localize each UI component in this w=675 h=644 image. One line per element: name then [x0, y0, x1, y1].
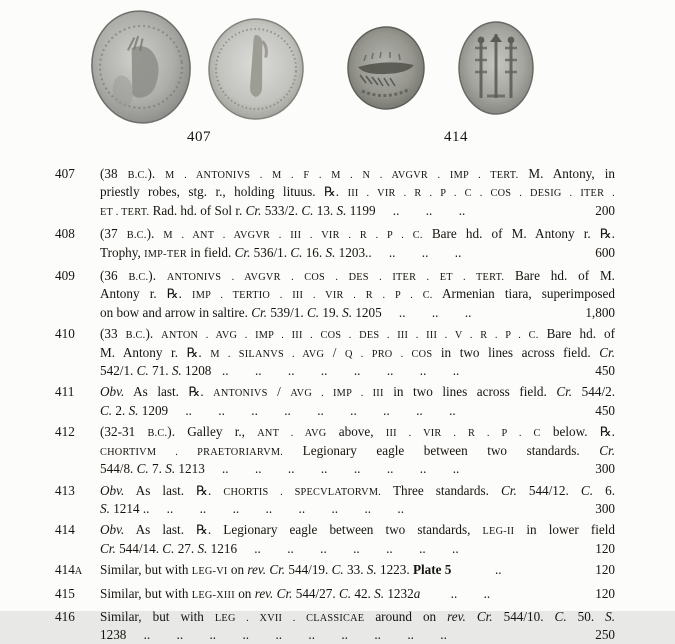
coin-414-obverse-photo — [346, 25, 426, 111]
text-segment: 409 — [55, 268, 75, 284]
text-segment: S. — [325, 244, 336, 260]
text-segment: Cr. — [251, 304, 268, 320]
text-segment: 16. — [302, 244, 326, 260]
text-segment: 19. — [319, 304, 343, 320]
entry-last-line — [100, 541, 615, 557]
text-segment: 414 — [55, 562, 75, 578]
text-segment: Trophy, — [100, 244, 145, 260]
text-segment: 50. — [566, 608, 606, 624]
price-value: 250 — [595, 627, 615, 643]
entry-last-line — [100, 501, 615, 517]
entry-last-line — [100, 461, 615, 477]
text-segment: A — [74, 566, 83, 578]
text-segment: LEG-VI — [191, 566, 228, 578]
text-segment: 1214 .. — [109, 500, 150, 516]
text-segment: C. — [100, 402, 113, 418]
text-segment: C. — [580, 482, 593, 498]
entry-number — [55, 166, 100, 221]
entry-line — [100, 483, 615, 501]
text-segment: Cr. — [599, 344, 615, 360]
entry-number — [55, 384, 100, 419]
entry-body — [100, 586, 615, 604]
text-segment: (37 — [100, 226, 127, 242]
text-segment: C. — [331, 562, 344, 578]
entry-last-line — [100, 627, 615, 643]
coin-plate — [0, 0, 675, 160]
text-segment: Bare hd. of M. Antony r. ℞. — [422, 226, 615, 242]
entry-number — [55, 226, 100, 263]
text-segment: As last. ℞. Legionary eagle between two standards, — [124, 522, 483, 538]
text-segment: 2. — [112, 402, 129, 418]
text-segment: 544/2. — [572, 384, 615, 400]
text-segment: on — [227, 562, 248, 578]
text-segment: M . ANT . AVGVR . III . VIR . R . P . C. — [163, 230, 423, 242]
price-value: 600 — [595, 244, 615, 260]
text-segment: Armenian tiara, superimposed — [432, 286, 615, 302]
entry-last-line — [100, 305, 615, 321]
text-segment: ). — [146, 226, 164, 242]
entry-line-text — [100, 203, 376, 221]
text-segment: in two lines across field. — [432, 344, 600, 360]
text-segment: 1223. — [376, 562, 413, 578]
text-segment: Cr. — [476, 608, 493, 624]
text-segment: 1199 — [346, 202, 376, 218]
entry-line-text — [100, 363, 211, 379]
price-value: 300 — [595, 461, 615, 477]
dot-leader: .. .. .. .. .. .. .. — [241, 540, 459, 556]
text-segment: Bare hd. of M. — [504, 268, 615, 284]
text-segment: 416 — [55, 608, 75, 624]
entry-line-text — [100, 305, 382, 321]
entry-line-text — [100, 245, 372, 263]
entry-number — [55, 586, 100, 604]
text-segment: / — [324, 344, 345, 360]
entry-body — [100, 522, 615, 557]
entry-number — [55, 424, 100, 477]
plate-label-414: 414 — [444, 129, 468, 145]
text-segment: around on — [364, 608, 448, 624]
text-segment: 1232 — [384, 585, 414, 601]
entry-line — [100, 268, 615, 286]
text-segment: As last. ℞. — [124, 384, 214, 400]
entry-line — [100, 522, 615, 540]
entry-line-text — [100, 586, 420, 604]
entry-row — [55, 522, 615, 557]
dot-leader: .. .. .. .. .. .. .. .. .. — [172, 402, 456, 418]
text-segment: Cr. — [276, 585, 293, 601]
text-segment: 413 — [55, 482, 75, 498]
text-segment: CHORTIS . SPECVLATORVM. — [223, 486, 382, 498]
text-segment: 27. — [174, 540, 198, 556]
text-segment: S. — [374, 585, 385, 601]
text-segment: a — [413, 585, 421, 601]
text-segment: Q . PRO . COS — [345, 348, 433, 360]
text-segment: 6. — [593, 482, 615, 498]
price-value: 450 — [595, 402, 615, 418]
text-segment: S. — [605, 608, 616, 624]
text-segment: Legionary eagle between two standards. — [283, 442, 600, 458]
text-segment: 1238 — [100, 627, 127, 643]
entry-number — [55, 268, 100, 321]
dot-leader: .. .. — [424, 585, 491, 601]
text-segment: ). Galley r., — [167, 424, 258, 440]
entry-body — [100, 226, 615, 263]
entry-row — [55, 226, 615, 263]
text-segment: C. — [301, 202, 314, 218]
text-segment: 411 — [55, 384, 75, 400]
text-segment: S. — [171, 363, 182, 379]
entry-line — [100, 384, 615, 402]
text-segment: rev. — [447, 608, 466, 624]
text-segment: S. — [366, 562, 377, 578]
text-segment: M . SILANVS . AVG — [210, 348, 325, 360]
text-segment: 71. — [148, 363, 172, 379]
text-segment: ANTON . AVG . IMP . III . COS . DES . III . III . V . R . P . C. — [161, 330, 539, 342]
entry-row — [55, 268, 615, 321]
text-segment: Plate 5 — [412, 562, 452, 578]
text-segment: (38 — [100, 166, 128, 181]
text-segment: in two lines across field. — [383, 384, 557, 400]
price-value: 120 — [595, 562, 615, 578]
text-segment: S. — [342, 304, 353, 320]
entry-last-line — [100, 586, 615, 604]
text-segment: in field. — [186, 244, 235, 260]
entry-last-line — [100, 363, 615, 379]
text-segment: Similar, but with — [100, 562, 192, 578]
text-segment: 536/1. — [250, 244, 291, 260]
text-segment: B.C. — [127, 170, 148, 181]
entry-line — [100, 424, 615, 442]
text-segment: ). — [147, 166, 166, 181]
text-segment: on bow and arrow in saltire. — [100, 304, 252, 320]
text-segment: LEG . XVII . CLASSICAE — [214, 612, 365, 624]
text-segment: III . VIR . R . P . C — [385, 428, 541, 440]
entry-body — [100, 326, 615, 379]
entry-body — [100, 562, 615, 580]
dot-leader: .. .. .. — [379, 202, 466, 218]
price-value: 120 — [595, 540, 615, 556]
entry-line — [100, 226, 615, 244]
text-segment: 33. — [343, 562, 367, 578]
text-segment: 544/14. — [115, 540, 163, 556]
entry-line-text — [100, 403, 168, 419]
entry-last-line — [100, 403, 615, 419]
text-segment: 1205 — [352, 304, 382, 320]
text-segment: 407 — [55, 166, 75, 181]
text-segment: As last. ℞. — [124, 482, 224, 498]
text-segment: ). — [148, 268, 167, 284]
text-segment: 13. — [313, 202, 337, 218]
text-segment: below. ℞. — [540, 424, 615, 440]
entry-line — [100, 184, 615, 202]
text-segment: 414 — [55, 522, 75, 538]
text-segment: S. — [336, 202, 347, 218]
entry-number — [55, 562, 100, 580]
text-segment: Cr. — [234, 244, 251, 260]
entry-body — [100, 609, 615, 644]
text-segment: Cr. — [556, 384, 573, 400]
text-segment: B.C. — [126, 230, 147, 242]
text-segment: 542/1. — [100, 363, 137, 379]
text-segment: S. — [128, 402, 139, 418]
text-segment: M. Antony, in — [518, 166, 615, 181]
text-segment: Antony r. ℞. — [100, 286, 193, 302]
text-segment: C. — [554, 608, 567, 624]
entry-row — [55, 562, 615, 580]
dot-leader: .. .. .. .. .. .. .. .. — [153, 500, 405, 516]
text-segment: III . VIR . R . P . C . COS . DESIG . ITER . — [347, 188, 615, 200]
price-value: 200 — [595, 202, 615, 218]
dot-leader: .. .. .. .. .. .. .. .. .. .. — [130, 627, 447, 643]
text-segment: M. Antony r. ℞. — [100, 344, 211, 360]
entry-line-text — [100, 562, 451, 580]
text-segment: above, — [326, 424, 386, 440]
text-segment: (33 — [100, 326, 126, 342]
text-segment: 415 — [55, 585, 75, 601]
entry-last-line — [100, 245, 615, 263]
text-segment: rev. — [247, 562, 267, 578]
entry-number — [55, 522, 100, 557]
text-segment: 544/27. — [292, 585, 339, 601]
text-segment — [466, 609, 477, 624]
plate-label-407: 407 — [187, 129, 211, 145]
text-segment: C. — [338, 585, 352, 601]
text-segment: 544/8. — [100, 461, 137, 477]
coin-407-reverse-photo — [204, 15, 307, 124]
text-segment: rev. — [254, 585, 274, 601]
text-segment: Cr. — [100, 540, 116, 556]
entry-row — [55, 586, 615, 604]
text-segment: B.C. — [128, 272, 149, 284]
text-segment: Obv. — [100, 482, 125, 498]
entry-line — [100, 609, 615, 627]
text-segment: B.C. — [125, 330, 146, 342]
text-segment: / — [267, 384, 291, 400]
text-segment: 544/19. — [285, 562, 332, 578]
entry-number — [55, 326, 100, 379]
text-segment: Obv. — [100, 384, 125, 400]
text-segment: IMP . TERTIO . III . VIR . R . P . C. — [192, 290, 433, 302]
entry-line — [100, 443, 615, 461]
entry-body — [100, 268, 615, 321]
text-segment: on — [234, 585, 255, 601]
text-segment: 1216 — [207, 540, 238, 556]
entry-row — [55, 483, 615, 518]
text-segment: (32-31 — [100, 424, 148, 440]
text-segment: priestly robes, stg. r., holding lituus. ℞. — [100, 184, 348, 200]
text-segment: S. — [165, 461, 176, 477]
price-value: 450 — [595, 363, 615, 379]
text-segment: AVG . IMP . III — [290, 388, 384, 400]
text-segment: 1203.. — [335, 244, 372, 260]
entry-line — [100, 286, 615, 304]
entry-row — [55, 166, 615, 221]
text-segment: Three standards. — [381, 482, 501, 498]
text-segment: ET . TERT. — [100, 206, 150, 218]
text-segment: 7. — [148, 461, 166, 477]
text-segment: LEG-XIII — [191, 589, 235, 601]
dot-leader: .. .. .. .. .. .. .. .. — [215, 363, 460, 379]
price-value: 1,800 — [585, 304, 615, 320]
text-segment: Bare hd. of — [538, 326, 615, 342]
entry-row — [55, 326, 615, 379]
entry-row — [55, 384, 615, 419]
text-segment: Similar, but with — [100, 608, 215, 624]
entry-line — [100, 326, 615, 344]
dot-leader: .. .. .. .. .. .. .. .. — [208, 461, 460, 477]
text-segment: (36 — [100, 268, 129, 284]
catalog-entries — [55, 166, 615, 644]
entry-row — [55, 609, 615, 644]
text-segment: ). — [145, 326, 162, 342]
entry-line — [100, 166, 615, 184]
entry-line-text — [100, 627, 126, 643]
price-value: 300 — [595, 500, 615, 516]
text-segment: S. — [197, 540, 208, 556]
text-segment: 1209 — [138, 402, 169, 418]
entry-body — [100, 483, 615, 518]
coin-407-obverse-photo — [83, 3, 198, 131]
text-segment: Cr. — [245, 202, 262, 218]
entry-line-text — [100, 461, 205, 477]
text-segment: ANT . AVG — [257, 428, 327, 440]
text-segment: C. — [162, 540, 175, 556]
entry-line-text — [100, 541, 237, 557]
text-segment: 544/12. — [516, 482, 581, 498]
text-segment: ANTONIVS — [213, 388, 268, 400]
text-segment: C. — [136, 363, 149, 379]
text-segment: 544/10. — [492, 608, 555, 624]
text-segment: M . ANTONIVS . M . F . M . N . AVGVR . IMP . TERT. — [165, 170, 519, 181]
text-segment: ANTONIVS . AVGVR . COS . DES . ITER . ET . TERT. — [166, 272, 505, 284]
dot-leader: .. .. .. — [375, 244, 462, 260]
entry-row — [55, 424, 615, 477]
text-segment: S. — [100, 500, 110, 516]
text-segment: 533/2. — [261, 202, 302, 218]
entry-body — [100, 384, 615, 419]
entry-body — [100, 424, 615, 477]
text-segment: C. — [290, 244, 303, 260]
entry-number — [55, 483, 100, 518]
text-segment: Cr. — [501, 482, 517, 498]
text-segment: 539/1. — [267, 304, 307, 320]
text-segment: 408 — [55, 226, 75, 242]
entry-body — [100, 166, 615, 221]
text-segment: LEG-II — [482, 526, 515, 538]
price-value: 120 — [595, 585, 615, 601]
text-segment: B.C. — [147, 428, 168, 440]
text-segment: 1208 — [181, 363, 212, 379]
entry-line — [100, 345, 615, 363]
text-segment: 412 — [55, 424, 75, 440]
text-segment: 1213 — [175, 461, 205, 477]
text-segment: 42. — [351, 585, 375, 601]
text-segment: Rad. hd. of Sol r. — [149, 202, 246, 218]
text-segment: Obv. — [100, 522, 125, 538]
text-segment: Similar, but with — [100, 585, 192, 601]
text-segment: in lower field — [514, 522, 615, 538]
dot-leader: .. — [455, 562, 502, 578]
entry-last-line — [100, 203, 615, 221]
entry-last-line — [100, 562, 615, 580]
text-segment: C. — [136, 461, 149, 477]
text-segment: Cr. — [599, 442, 615, 458]
coin-414-reverse-photo — [457, 20, 535, 116]
text-segment: CHORTIVM . PRAETORIARVM. — [100, 446, 284, 458]
entry-line-text — [100, 501, 149, 517]
dot-leader: .. .. .. — [385, 304, 472, 320]
text-segment: IMP-TER — [144, 248, 187, 260]
text-segment: 410 — [55, 326, 75, 342]
text-segment: C. — [306, 304, 320, 320]
entry-number — [55, 609, 100, 644]
text-segment: Cr. — [269, 562, 286, 578]
